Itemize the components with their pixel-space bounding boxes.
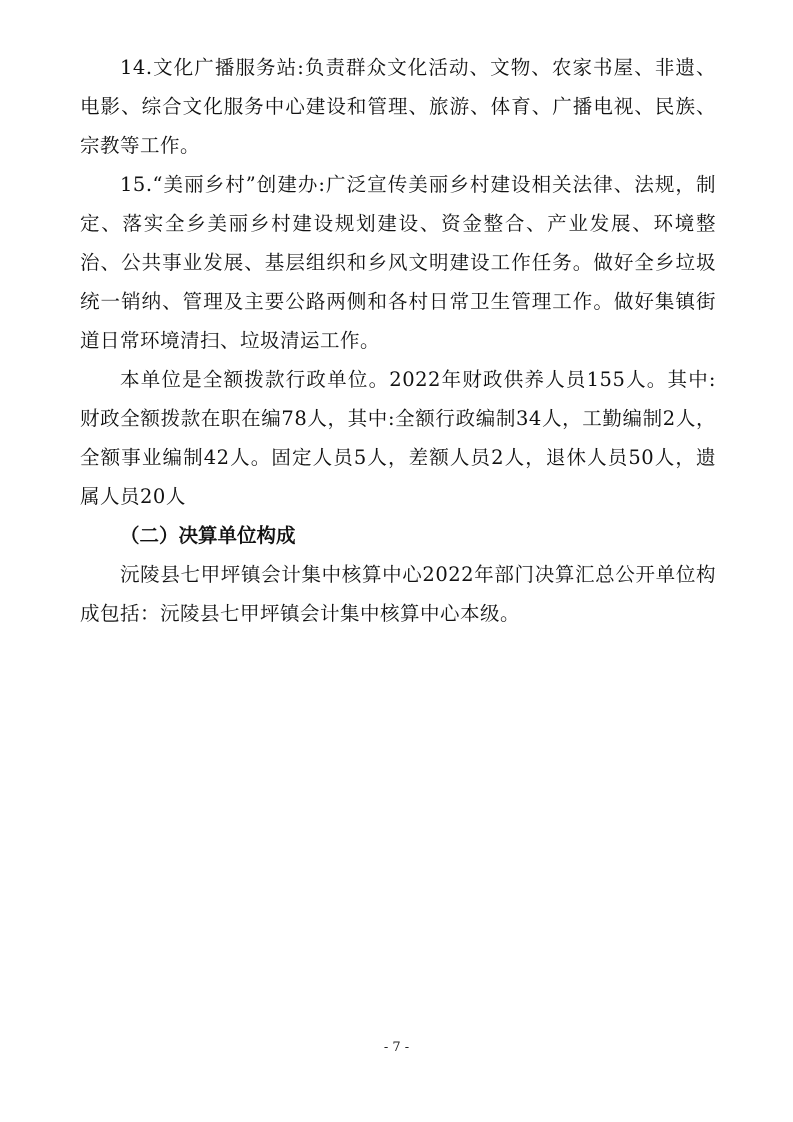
section-heading: （二）决算单位构成	[120, 524, 296, 547]
paragraph-beautiful-village-office: 15.“美丽乡村”创建办:广泛宣传美丽乡村建设相关法律、法规，制定、落实全乡美丽乡村建设规划建设、资金整合、产业发展、环境整治、公共事业发展、基层组织和乡风文明建设工作任务。做好全乡垃圾统一销纳、管理及主要公路两侧和各村日常卫生管理工作。做好集镇街道日常环境清扫、垃圾清运工作。	[80, 173, 716, 352]
paragraph-staffing: 本单位是全额拨款行政单位。2022年财政供养人员155人。其中:财政全额拨款在职在编78人，其中:全额行政编制34人，工勤编制2人，全额事业编制42人。固定人员5人，差额人员2人，退休人员50人，遗属人员20人	[80, 368, 716, 508]
paragraph-cultural-broadcast-station: 14.文化广播服务站:负责群众文化活动、文物、农家书屋、非遗、电影、综合文化服务中心建设和管理、旅游、体育、广播电视、民族、宗教等工作。	[80, 56, 716, 157]
document-body	[80, 48, 716, 633]
paragraph-unit-composition: 沅陵县七甲坪镇会计集中核算中心2022年部门决算汇总公开单位构成包括：沅陵县七甲坪镇会计集中核算中心本级。	[80, 563, 716, 625]
page-number: - 7 -	[383, 1040, 410, 1055]
